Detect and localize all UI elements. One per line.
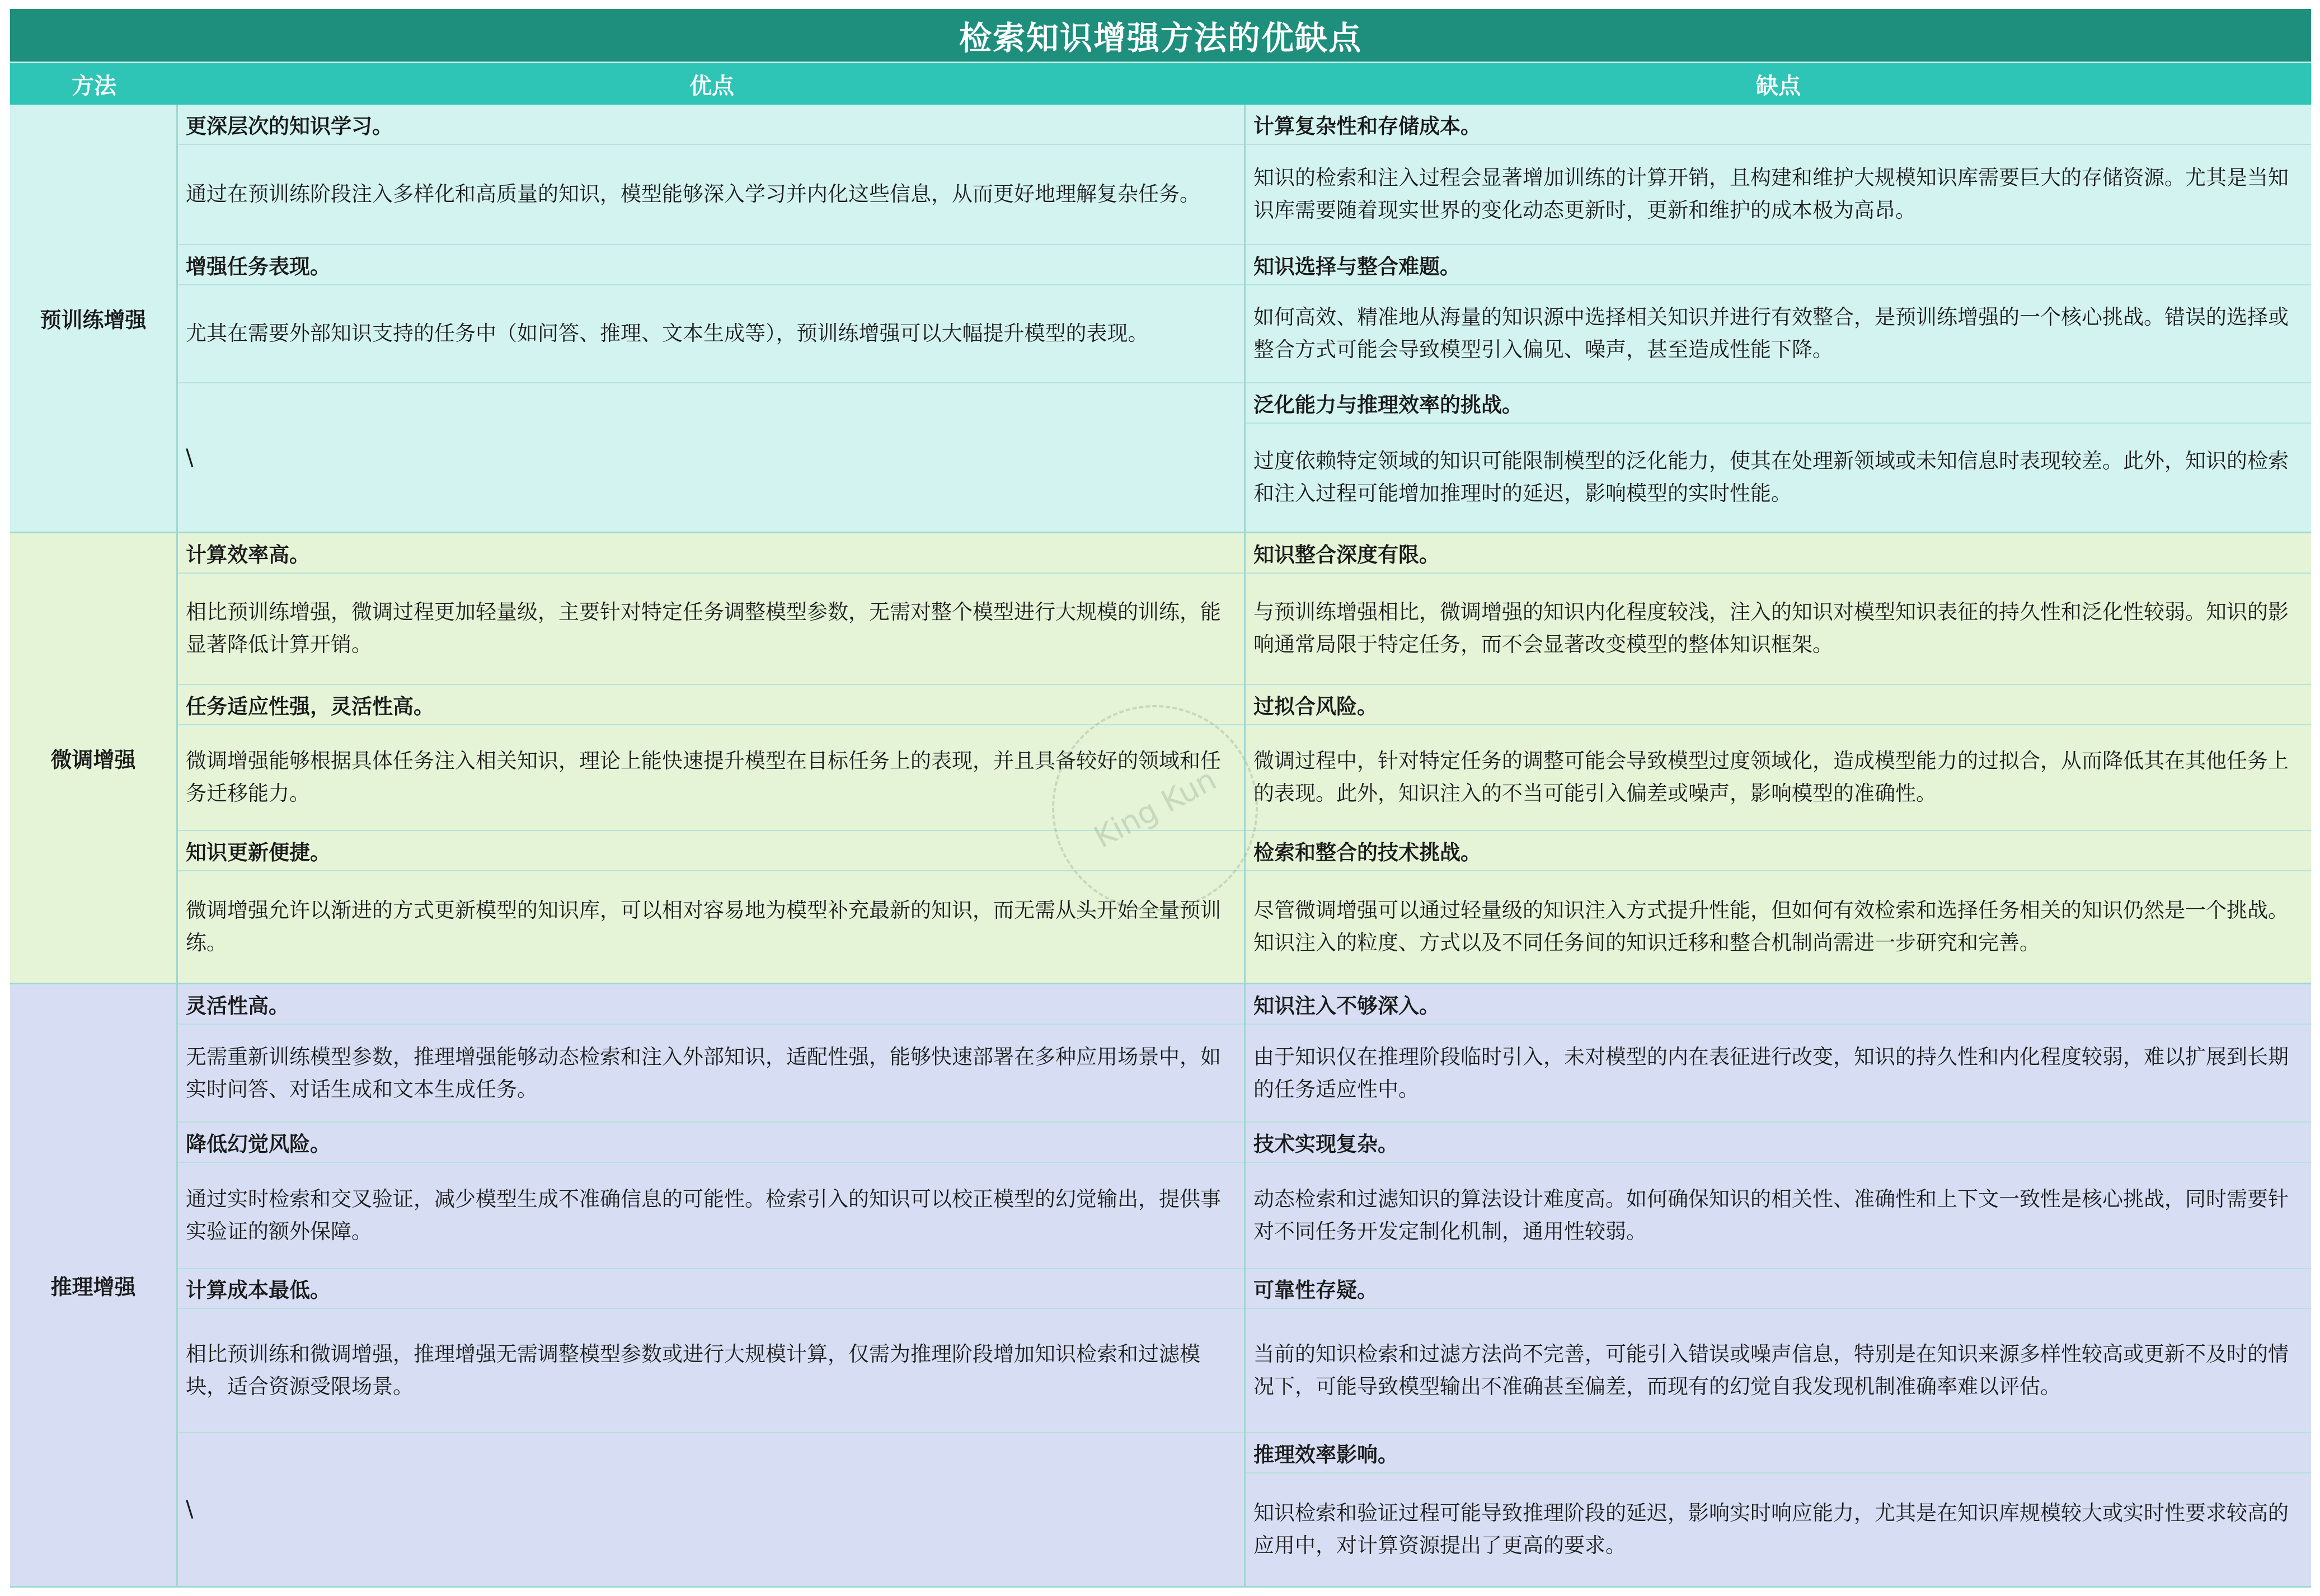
con-body: 如何高效、精准地从海量的知识源中选择相关知识并进行有效整合，是预训练增强的一个核心挑战。错误的选择或整合方式可能会导致模型引入偏见、噪声，甚至造成性能下降。 [1246, 285, 2311, 383]
con-heading: 知识选择与整合难题。 [1246, 245, 2311, 285]
header-pros: 优点 [689, 73, 734, 99]
con-body: 知识检索和验证过程可能导致推理阶段的延迟，影响实时响应能力，尤其是在知识库规模较大或实时性要求较高的应用中，对计算资源提出了更高的要求。 [1253, 1501, 2289, 1558]
pro-body: 微调增强允许以渐进的方式更新模型的知识库，可以相对容易地为模型补充最新的知识，而无需从头开始全量预训练。 [186, 898, 1221, 955]
con-heading: 计算复杂性和存储成本。 [1246, 105, 2311, 145]
pro-heading: 更深层次的知识学习。 [178, 105, 1244, 145]
con-body: 微调过程中，针对特定任务的调整可能会导致模型过度领域化，造成模型能力的过拟合，从而降低其在其他任务上的表现。此外，知识注入的不当可能引入偏差或噪声，影响模型的准确性。 [1246, 725, 2311, 831]
header-cons: 缺点 [1756, 73, 1801, 99]
con-heading: 推理效率影响。 [1246, 1433, 2311, 1473]
con-body: 当前的知识检索和过滤方法尚不完善，可能引入错误或噪声信息，特别是在知识来源多样性较高或更新不及时的情况下，可能导致模型输出不准确甚至偏差，而现有的幻觉自我发现机制准确率难以评估。 [1246, 1309, 2311, 1433]
pro-heading: 任务适应性强，灵活性高。 [178, 685, 1244, 725]
con-heading: 检索和整合的技术挑战。 [1246, 831, 2311, 871]
pro-body: 相比预训练增强，微调过程更加轻量级，主要针对特定任务调整模型参数，无需对整个模型进行大规模的训练，能显著降低计算开销。 [178, 574, 1244, 685]
con-heading: 可靠性存疑。 [1246, 1269, 2311, 1309]
con-body: 尽管微调增强可以通过轻量级的知识注入方式提升性能，但如何有效检索和选择任务相关的知识仍然是一个挑战。知识注入的粒度、方式以及不同任务间的知识迁移和整合机制尚需进一步研究和完善。 [1253, 898, 2289, 955]
pros-column [178, 105, 1246, 532]
pro-body: 微调增强能够根据具体任务注入相关知识，理论上能快速提升模型在目标任务上的表现，并且具备较好的领域和任务迁移能力。 [178, 725, 1244, 831]
pro-empty: \ [186, 444, 194, 471]
section-finetuning [10, 533, 2311, 984]
con-heading: 技术实现复杂。 [1246, 1123, 2311, 1163]
pro-body: 通过实时检索和交叉验证，减少模型生成不准确信息的可能性。检索引入的知识可以校正模型的幻觉输出，提供事实验证的额外保障。 [178, 1163, 1244, 1269]
pro-body: 尤其在需要外部知识支持的任务中（如问答、推理、文本生成等），预训练增强可以大幅提升模型的表现。 [178, 285, 1244, 383]
con-heading: 泛化能力与推理效率的挑战。 [1246, 383, 2311, 424]
section-pretraining [10, 105, 2311, 533]
con-body: 过度依赖特定领域的知识可能限制模型的泛化能力，使其在处理新领域或未知信息时表现较差。此外，知识的检索和注入过程可能增加推理时的延迟，影响模型的实时性能。 [1253, 449, 2289, 506]
watermark-text: King Kun [1088, 761, 1222, 855]
pro-empty: \ [186, 1496, 194, 1523]
pro-heading: 增强任务表现。 [178, 245, 1244, 285]
table-title: 检索知识增强方法的优缺点 [10, 9, 2311, 62]
pro-heading: 灵活性高。 [178, 984, 1244, 1025]
header-row [10, 62, 2311, 105]
pro-body: 无需重新训练模型参数，推理增强能够动态检索和注入外部知识，适配性强，能够快速部署在多种应用场景中，如实时问答、对话生成和文本生成任务。 [178, 1025, 1244, 1123]
pros-column [178, 533, 1246, 983]
comparison-sheet [10, 9, 2311, 1588]
cons-column [1246, 105, 2311, 532]
section-inference [10, 984, 2311, 1588]
pro-heading: 知识更新便捷。 [178, 831, 1244, 871]
con-heading: 知识注入不够深入。 [1246, 984, 2311, 1025]
con-heading: 知识整合深度有限。 [1246, 533, 2311, 574]
pros-column [178, 984, 1246, 1586]
header-method: 方法 [72, 73, 116, 99]
con-body: 由于知识仅在推理阶段临时引入，未对模型的内在表征进行改变，知识的持久性和内化程度较弱，难以扩展到长期的任务适应性中。 [1246, 1025, 2311, 1123]
cons-column [1246, 533, 2311, 983]
method-cell: 微调增强 [10, 533, 178, 983]
method-cell: 预训练增强 [10, 105, 178, 532]
pro-heading: 计算效率高。 [178, 533, 1244, 574]
pro-heading: 降低幻觉风险。 [178, 1123, 1244, 1163]
method-cell: 推理增强 [10, 984, 178, 1586]
con-body: 动态检索和过滤知识的算法设计难度高。如何确保知识的相关性、准确性和上下文一致性是核心挑战，同时需要针对不同任务开发定制化机制，通用性较弱。 [1246, 1163, 2311, 1269]
cons-column [1246, 984, 2311, 1586]
con-body: 与预训练增强相比，微调增强的知识内化程度较浅，注入的知识对模型知识表征的持久性和泛化性较弱。知识的影响通常局限于特定任务，而不会显著改变模型的整体知识框架。 [1246, 574, 2311, 685]
pro-body: 通过在预训练阶段注入多样化和高质量的知识，模型能够深入学习并内化这些信息，从而更好地理解复杂任务。 [178, 145, 1244, 245]
pro-body: 相比预训练和微调增强，推理增强无需调整模型参数或进行大规模计算，仅需为推理阶段增加知识检索和过滤模块，适合资源受限场景。 [178, 1309, 1244, 1433]
con-body: 知识的检索和注入过程会显著增加训练的计算开销，且构建和维护大规模知识库需要巨大的存储资源。尤其是当知识库需要随着现实世界的变化动态更新时，更新和维护的成本极为高昂。 [1246, 145, 2311, 245]
pro-heading: 计算成本最低。 [178, 1269, 1244, 1309]
con-heading: 过拟合风险。 [1246, 685, 2311, 725]
